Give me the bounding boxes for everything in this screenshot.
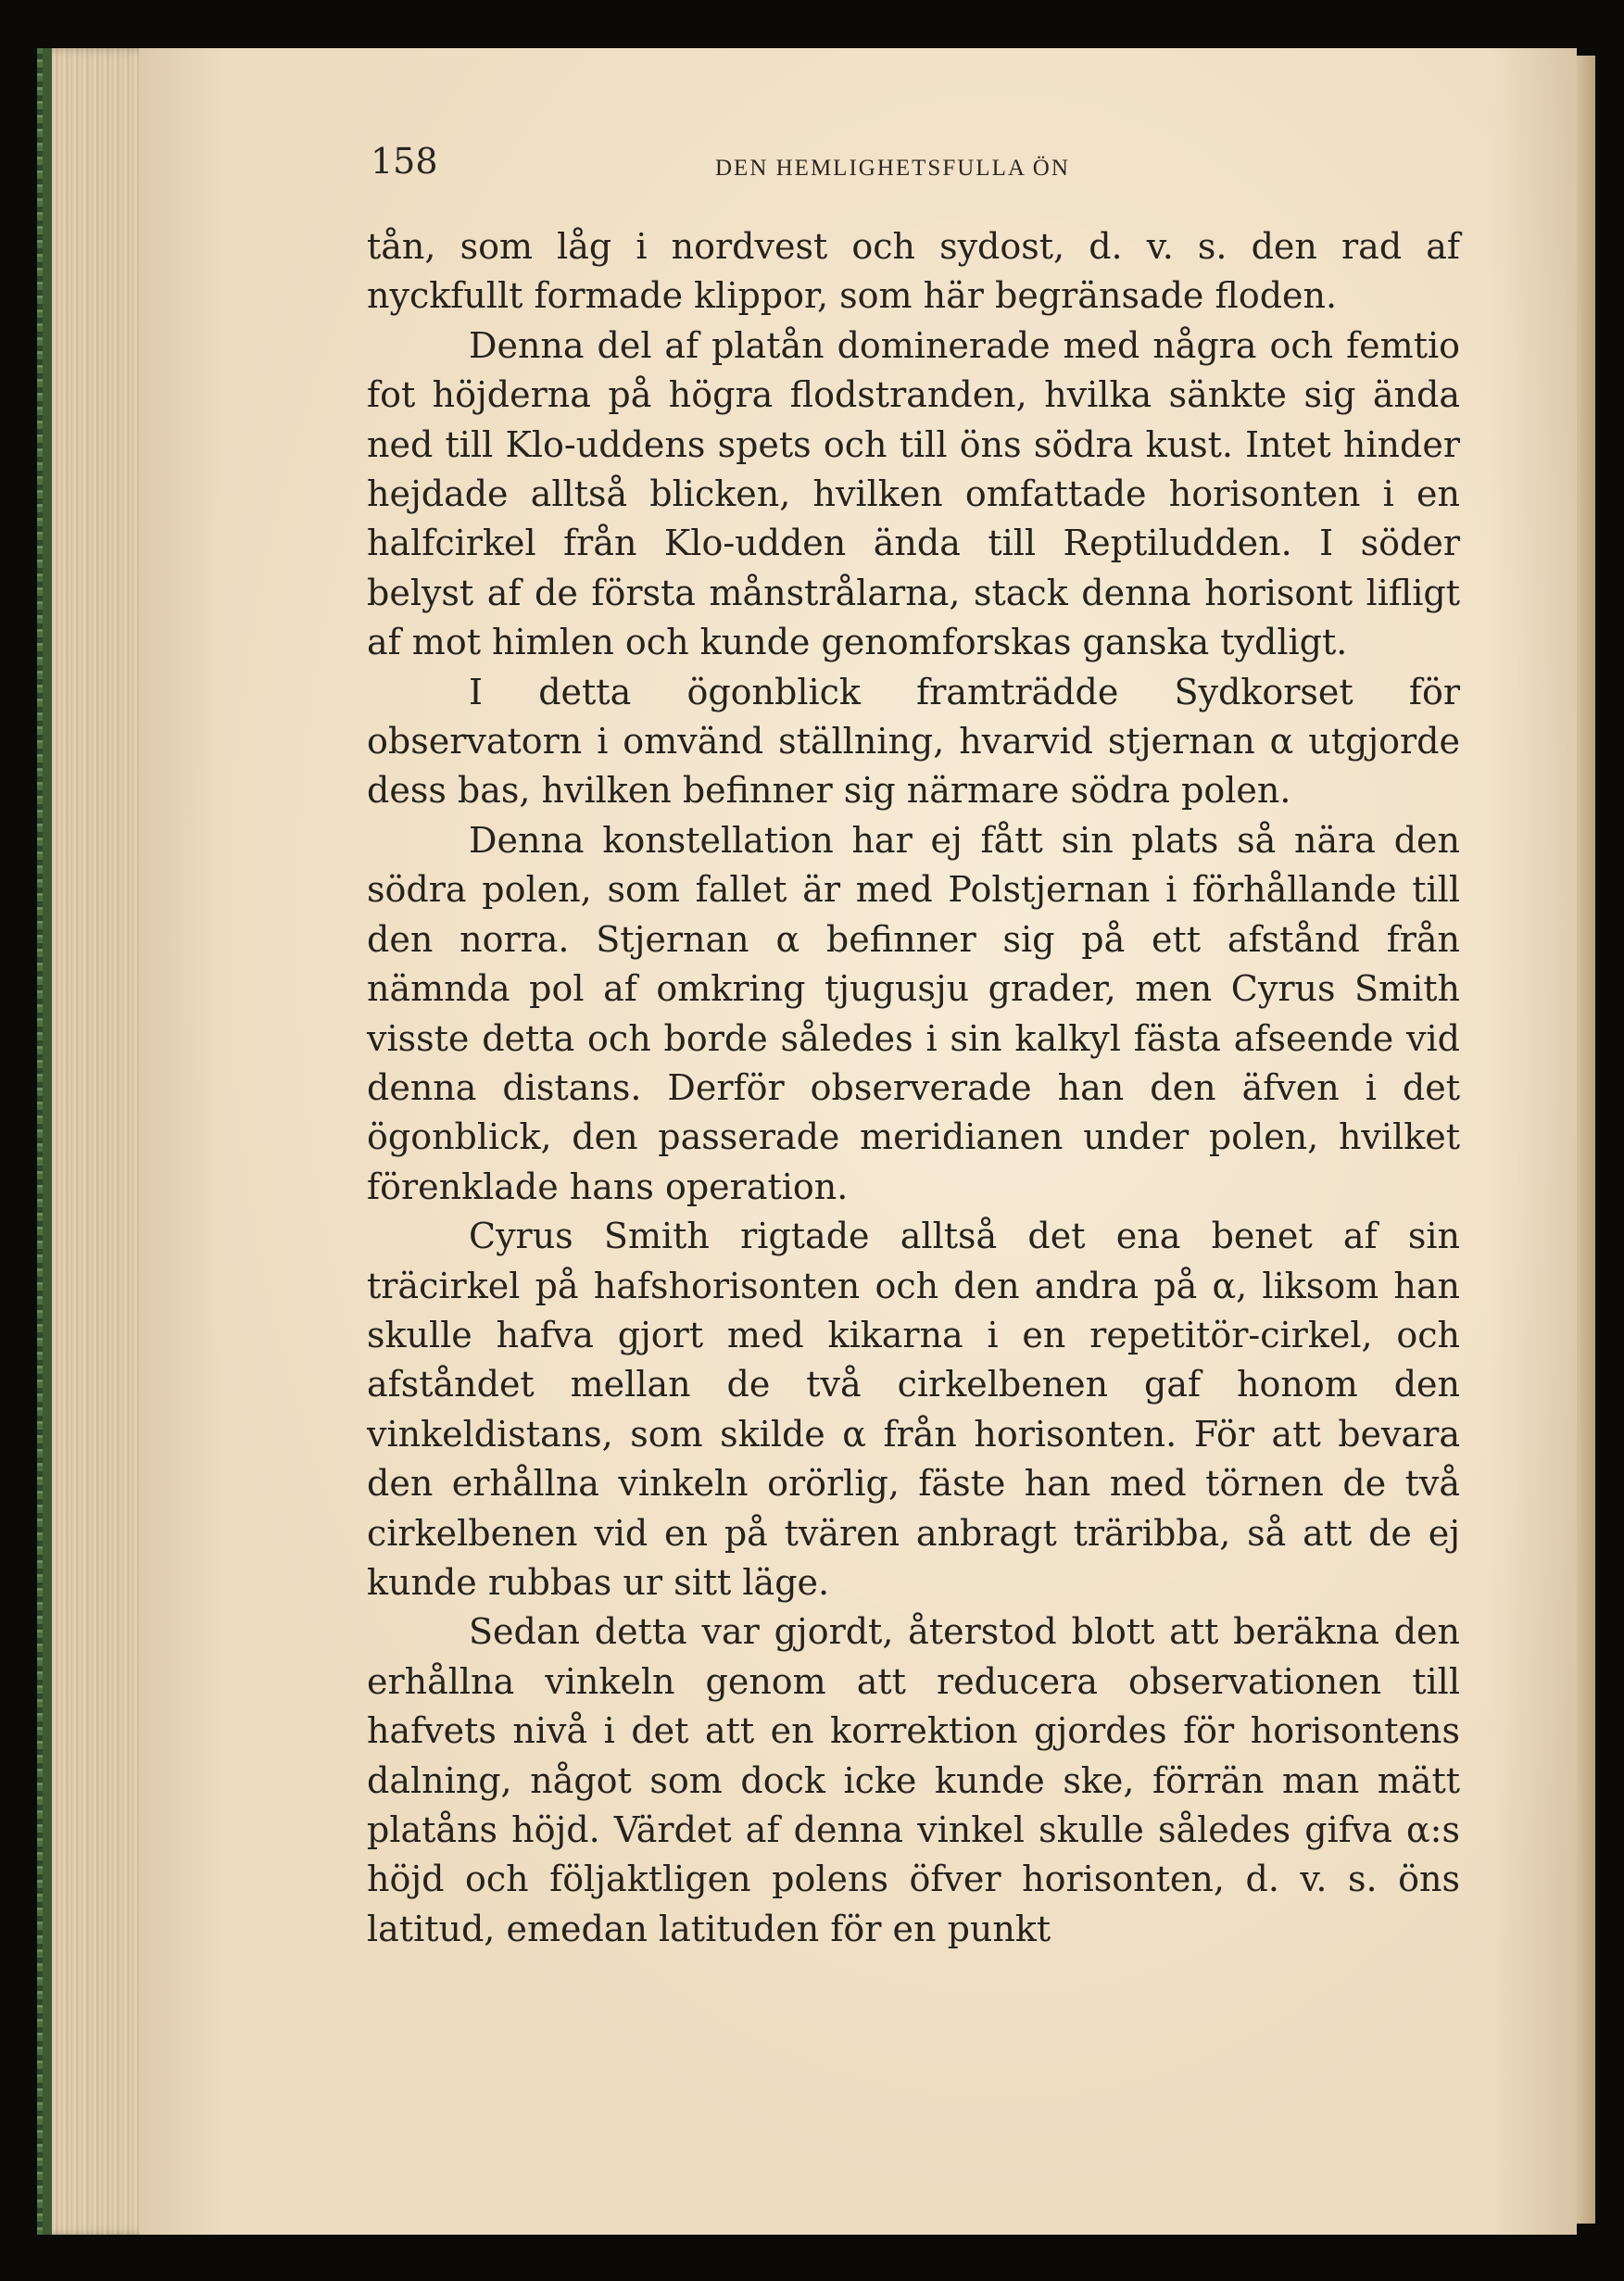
page-right-edge	[1577, 56, 1595, 2224]
body-text	[367, 222, 1460, 1954]
paragraph: Sedan detta var gjordt, återstod blott att beräkna den erhållna vinkeln genom att reducera observationen till hafvets nivå i det att en korrektion gjordes för horisontens dalning, något som dock icke kunde ske, förrän man mätt platåns höjd. Värdet af denna vinkel skulle således gifva α:s höjd och följaktligen polens öfver horisonten, d. v. s. öns latitud, emedan latituden för en punkt	[367, 1611, 1460, 1949]
page-number: 158	[371, 141, 438, 182]
paragraph: tån, som låg i nordvest och sydost, d. v. s. den rad af nyckfullt formade klippor, som här begränsade floden.	[367, 226, 1460, 317]
paragraph: Cyrus Smith rigtade alltså det ena benet af sin träcirkel på hafshorisonten och den andra på α, liksom han skulle hafva gjort med kikarna i en repetitör-cirkel, och afståndet mellan de två cirkelbenen gaf honom den vinkeldistans, som skilde α från horisonten. För att bevara den erhållna vinkeln orörlig, fäste han med törnen de två cirkelbenen vid en på tvären anbragt träribba, så att de ej kunde rubbas ur sitt läge.	[367, 1216, 1460, 1603]
page-header	[371, 141, 1464, 196]
paragraph: Denna del af platån dominerade med några och femtio fot höjderna på högra flodstranden, hvilka sänkte sig ända ned till Klo-uddens spets och till öns södra kust. Intet hinder hejdade alltså blicken, hvilken omfattade horisonten i en halfcirkel från Klo-udden ända till Reptiludden. I söder belyst af de första månstrålarna, stack denna horisont lifligt af mot himlen och kunde genomforskas ganska tydligt.	[367, 324, 1460, 663]
running-head: DEN HEMLIGHETSFULLA ÖN	[715, 156, 1070, 181]
paragraph: I detta ögonblick framträdde Sydkorset för observatorn i omvänd ställning, hvarvid stjernan α utgjorde dess bas, hvilken befinner sig närmare södra polen.	[367, 671, 1460, 812]
paragraph: Denna konstellation har ej fått sin plats så nära den södra polen, som fallet är med Polstjernan i förhållande till den norra. Stjernan α befinner sig på ett afstånd från nämnda pol af omkring tjugusju grader, men Cyrus Smith visste detta och borde således i sin kalkyl fästa afseende vid denna distans. Derför observerade han den äfven i det ögonblick, den passerade meridianen under polen, hvilket förenklade hans operation.	[367, 819, 1460, 1207]
